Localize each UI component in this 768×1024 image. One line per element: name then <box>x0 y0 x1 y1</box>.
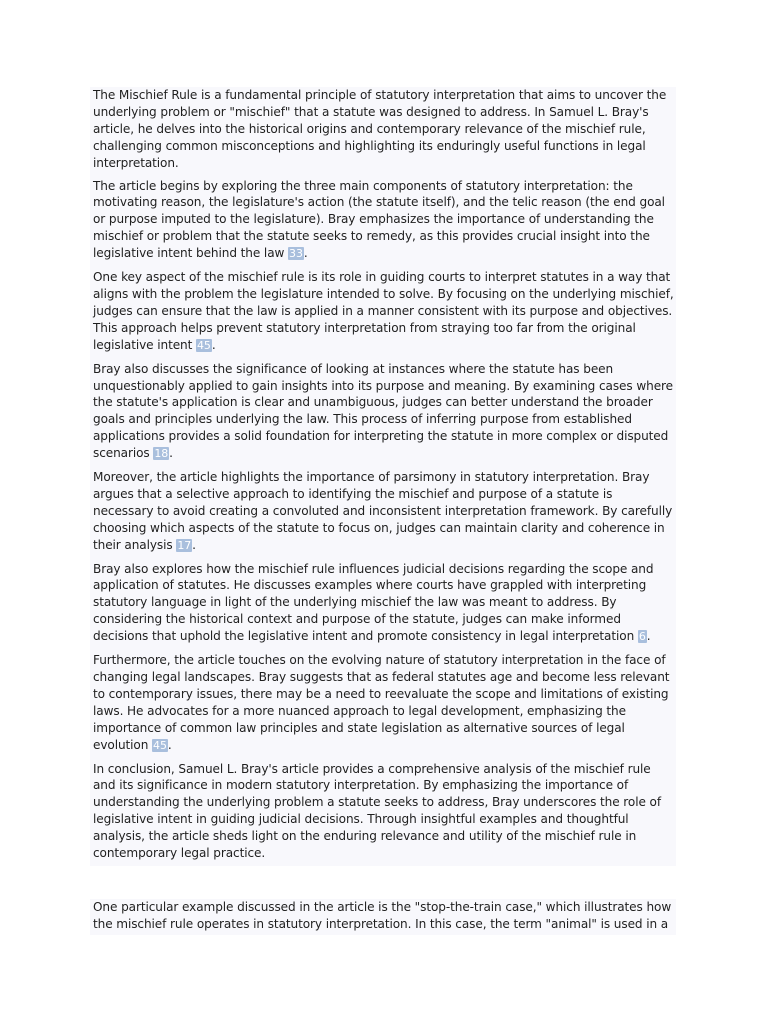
article-summary-block <box>90 87 676 866</box>
paragraph-intro: The Mischief Rule is a fundamental principle of statutory interpretation that aims to uncover the underlying problem or "mischief" that a statute was designed to address. In Samuel L. Bray's article, he delves into the historical origins and contemporary relevance of the mischief rule, challenging common misconceptions and highlighting its enduringly useful functions in legal interpretation. <box>93 88 667 170</box>
paragraph-conclusion: In conclusion, Samuel L. Bray's article provides a comprehensive analysis of the mischief rule and its significance in modern statutory interpretation. By emphasizing the importance of understanding the underlying problem a statute seeks to address, Bray underscores the role of legislative intent in guiding judicial decisions. Through insightful examples and thoughtful analysis, the article sheds light on the enduring relevance and utility of the mischief rule in contemporary legal practice. <box>93 761 662 861</box>
paragraph-parsimony: Moreover, the article highlights the importance of parsimony in statutory interpretation. Bray argues that a selective approach to identifying the mischief and purpose of a statute is necessary to avoid creating a convoluted and inconsistent interpretation framework. By carefully choosing which aspects of the statute to focus on, judges can maintain clarity and coherence in their analysis 17. <box>93 470 673 552</box>
paragraph-judicial-decisions: Bray also explores how the mischief rule influences judicial decisions regarding the scope and application of statutes. He discusses examples where courts have grappled with interpreting statutory language in light of the underlying mischief the law was meant to address. By considering the historical context and purpose of the statute, judges can make informed decisions that uphold the legislative intent and promote consistency in legal interpretation 6. <box>93 561 654 644</box>
paragraph-key-aspect: One key aspect of the mischief rule is its role in guiding courts to interpret statutes in a way that aligns with the problem the legislature intended to solve. By focusing on the underlying mischief, judges can ensure that the law is applied in a manner consistent with its purpose and objectives. This approach helps prevent statutory interpretation from straying too far from the original legislative intent 45. <box>93 270 674 352</box>
example-block <box>90 899 676 935</box>
citation-badge[interactable]: 17 <box>177 538 192 552</box>
paragraph-evolving-nature: Furthermore, the article touches on the evolving nature of statutory interpretation in the face of changing legal landscapes. Bray suggests that as federal statutes age and become less relevant to contemporary issues, there may be a need to reevaluate the scope and limitations of existing laws. He advocates for a more nuanced approach to legal development, emphasizing the importance of common law principles and state legislation as alternative sources of legal evolution 45. <box>93 653 670 752</box>
citation-badge[interactable]: 45 <box>197 338 211 352</box>
citation-badge[interactable]: 33 <box>289 247 303 261</box>
citation-badge[interactable]: 18 <box>154 447 169 461</box>
paragraph-instances: Bray also discusses the significance of looking at instances where the statute has been unquestionably applied to gain insights into its purpose and meaning. By examining cases where the statute's application is clear and unambiguous, judges can better understand the broader goals and principles underlying the law. This process of inferring purpose from established applications provides a solid foundation for interpreting the statute in more complex or disputed scenarios 18. <box>93 361 673 461</box>
citation-badge[interactable]: 45 <box>153 738 167 752</box>
paragraph-example: One particular example discussed in the article is the "stop-the-train case," which illustrates how the mischief rule operates in statutory interpretation. In this case, the term "animal" is used in a <box>93 900 672 931</box>
citation-badge[interactable]: 6 <box>638 630 646 644</box>
paragraph-components: The article begins by exploring the three main components of statutory interpretation: the motivating reason, the legislature's action (the statute itself), and the telic reason (the end goal or purpose imputed to the legislature). Bray emphasizes the importance of understanding the mischief or problem that the statute seeks to remedy, as this provides crucial insight into the legislative intent behind the law 33. <box>93 178 665 261</box>
